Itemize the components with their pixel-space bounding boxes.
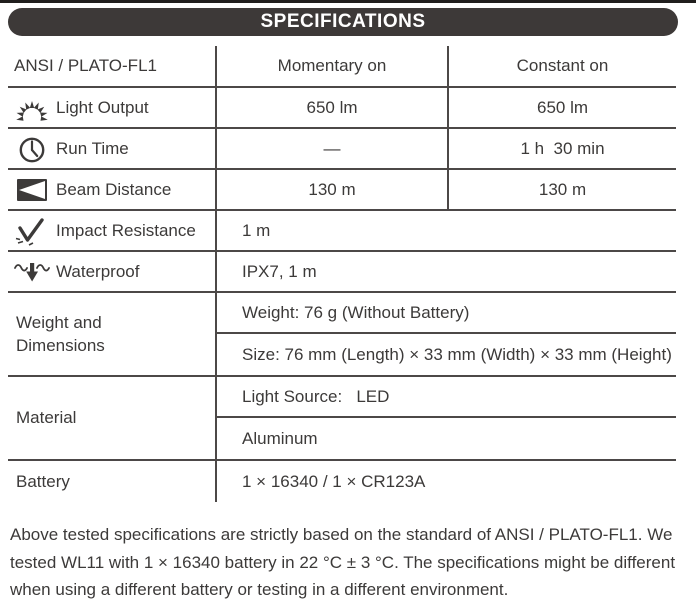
light-output-constant-value: 650 lm (447, 88, 676, 127)
impact-icon (12, 211, 52, 251)
weight-dimensions-values (217, 293, 676, 375)
run-time-constant-value: 1 h 30 min (447, 129, 676, 168)
table-row-light-output (8, 88, 676, 129)
size-value-row: Size: 76 mm (Length) × 33 mm (Width) × 33 mm (Height) (242, 344, 672, 364)
waterproof-value: IPX7, 1 m (242, 261, 317, 281)
waterproof-label-cell (8, 252, 217, 291)
material-label-cell (8, 377, 217, 459)
light-output-momentary-value: 650 lm (306, 97, 358, 117)
footer-note (10, 521, 688, 604)
table-row-material (8, 377, 676, 461)
light-output-label-cell (8, 88, 217, 127)
standard-label-cell (8, 46, 217, 86)
table-row-run-time (8, 129, 676, 170)
beam-distance-constant-value: 130 m (447, 170, 676, 209)
column-header-momentary: Momentary on (277, 56, 387, 75)
light-output-label: Light Output (56, 97, 149, 117)
impact-resistance-label: Impact Resistance (56, 220, 196, 240)
run-time-label: Run Time (56, 138, 129, 158)
battery-label-cell (8, 461, 217, 502)
standard-label: ANSI / PLATO-FL1 (14, 56, 157, 76)
beam-distance-label-cell (8, 170, 217, 209)
waterproof-icon (12, 252, 52, 292)
impact-resistance-label-cell (8, 211, 217, 250)
weight-dimensions-label: Weight and Dimensions (16, 312, 105, 355)
table-row-impact-resistance (8, 211, 676, 252)
footer-line-2: tested WL11 with 1 × 16340 battery in 22 °C ± 3 °C. The specifications might be different (10, 552, 676, 572)
weight-dimensions-label-cell (8, 293, 217, 375)
weight-value-row: Weight: 76 g (Without Battery) (217, 293, 676, 334)
footer-line-1: Above tested specifications are strictly based on the standard of ANSI / PLATO-FL1. We (10, 525, 673, 544)
beam-icon (12, 170, 52, 210)
table-row-beam-distance (8, 170, 676, 211)
table-row-battery (8, 461, 676, 502)
run-time-momentary-value: — (323, 138, 341, 158)
material-values (217, 377, 676, 459)
table-header-row (8, 46, 676, 88)
spec-table (8, 46, 676, 502)
table-row-weight-dimensions (8, 293, 676, 377)
run-time-label-cell (8, 129, 217, 168)
table-row-waterproof (8, 252, 676, 293)
page-title: SPECIFICATIONS (260, 11, 426, 32)
column-header-constant: Constant on (447, 46, 676, 86)
top-border (0, 0, 696, 3)
waterproof-label: Waterproof (56, 261, 140, 281)
sun-icon (12, 88, 52, 128)
beam-distance-label: Beam Distance (56, 179, 172, 199)
specifications-header-banner (8, 8, 678, 36)
beam-distance-momentary-value: 130 m (308, 179, 356, 199)
impact-resistance-value: 1 m (242, 220, 271, 240)
battery-value: 1 × 16340 / 1 × CR123A (242, 471, 426, 491)
material-label: Material (16, 408, 77, 428)
body-material-value-row: Aluminum (242, 428, 318, 448)
battery-label: Battery (16, 471, 70, 491)
clock-icon (12, 129, 52, 169)
footer-line-3: when using a different battery or testing in a different environment. (10, 580, 509, 599)
light-source-value-row: Light Source: LED (217, 377, 676, 418)
